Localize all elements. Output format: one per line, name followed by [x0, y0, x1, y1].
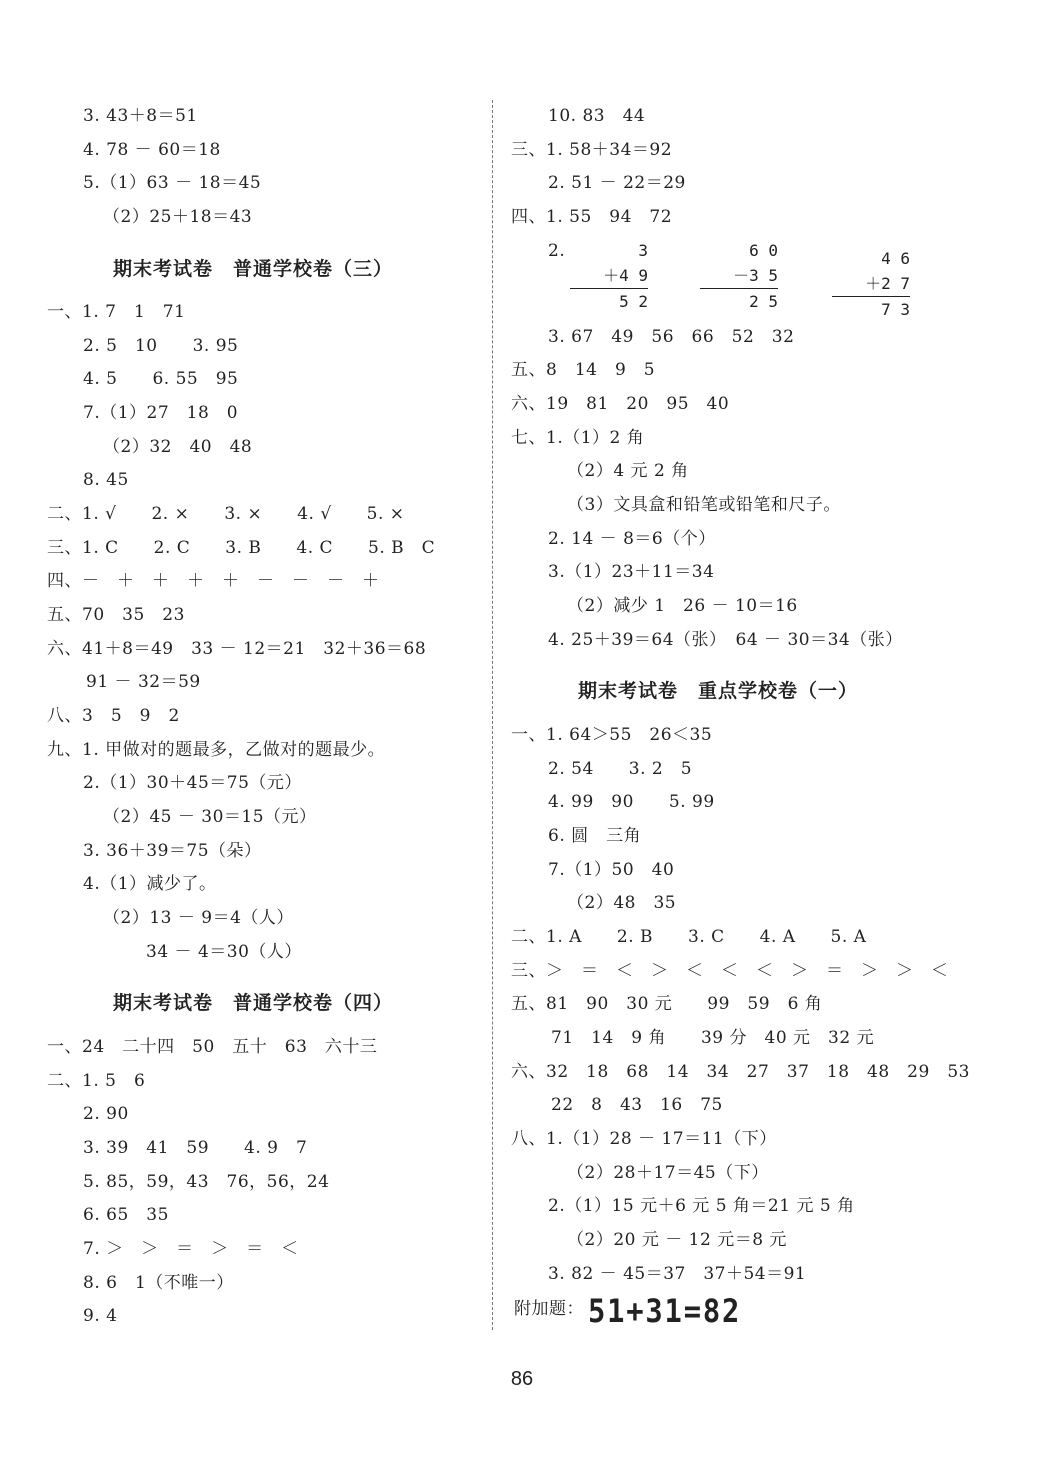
answer-line: 3. 39 41 59 4. 9 7 — [83, 1138, 308, 1158]
vertical-calculation — [570, 238, 648, 314]
answer-line: 4. 99 90 5. 99 — [548, 792, 715, 812]
answer-line: 二、1. 5 6 — [47, 1071, 146, 1091]
vertical-calc-top: 6 0 — [749, 241, 778, 260]
answer-line: 三、1. C 2. C 3. B 4. C 5. B C — [47, 538, 436, 558]
answer-line: （2）减少 1 26 － 10＝16 — [567, 596, 798, 616]
answer-line: 2. — [548, 241, 566, 261]
bonus-digital-equation: 51+31=82 — [588, 1292, 742, 1330]
answer-line: 2.（1）30＋45＝75（元） — [83, 773, 302, 793]
answer-line: 4. 78 － 60＝18 — [83, 140, 221, 160]
vertical-calculation — [700, 238, 778, 314]
answer-line: 4. 25＋39＝64（张） 64 － 30＝34（张） — [548, 630, 903, 650]
answer-line: 五、70 35 23 — [47, 605, 185, 625]
answer-line: （2）45 － 30＝15（元） — [103, 807, 317, 827]
vertical-calc-result: 5 2 — [619, 292, 648, 311]
vertical-calc-top: 4 6 — [881, 249, 910, 268]
answer-line: 3.（1）23＋11＝34 — [548, 562, 715, 582]
page-number: 86 — [510, 1368, 534, 1390]
answer-line: 7.（1）50 40 — [548, 860, 675, 880]
answer-line: 二、1. A 2. B 3. C 4. A 5. A — [511, 927, 867, 947]
answer-line: 六、41＋8＝49 33 － 12＝21 32＋36＝68 — [47, 639, 427, 659]
answer-line: 91 － 32＝59 — [86, 672, 201, 692]
answer-line: 六、19 81 20 95 40 — [511, 394, 730, 414]
answer-line: 一、24 二十四 50 五十 63 六十三 — [47, 1037, 378, 1057]
answer-line: 四、1. 55 94 72 — [511, 207, 673, 227]
answer-line: 6. 圆 三角 — [548, 826, 642, 846]
answer-line: 22 8 43 16 75 — [551, 1095, 723, 1115]
column-divider — [492, 100, 493, 1330]
answer-line: 34 － 4＝30（人） — [146, 942, 302, 962]
answer-line: 2. 90 — [83, 1104, 129, 1124]
answer-line: 8. 45 — [83, 470, 129, 490]
answer-line: 九、1. 甲做对的题最多，乙做对的题最少。 — [47, 740, 386, 760]
answer-line: 六、32 18 68 14 34 27 37 18 48 29 53 — [511, 1062, 970, 1082]
vertical-calculation — [832, 246, 910, 322]
answer-line: 4.（1）减少了。 — [83, 874, 217, 894]
answer-line: 一、1. 64＞55 26＜35 — [511, 725, 713, 745]
answer-line: 10. 83 44 — [548, 106, 646, 126]
answer-line: 5.（1）63 － 18＝45 — [83, 173, 262, 193]
answer-line: 3. 67 49 56 66 52 32 — [548, 327, 795, 347]
answer-line: （2）32 40 48 — [103, 437, 253, 457]
answer-line: 6. 65 35 — [83, 1205, 169, 1225]
vertical-calc-result: 7 3 — [881, 300, 910, 319]
section-title: 期末考试卷 重点学校卷（一） — [578, 680, 859, 702]
answer-line: 八、1.（1）28 － 17＝11（下） — [511, 1129, 777, 1149]
answer-line: 八、3 5 9 2 — [47, 706, 180, 726]
answer-line: （2）4 元 2 角 — [567, 461, 689, 481]
answer-line: 71 14 9 角 39 分 40 元 32 元 — [551, 1028, 875, 1048]
answer-line: （2）48 35 — [567, 893, 677, 913]
answer-line: 三、1. 58＋34＝92 — [511, 140, 673, 160]
answer-line: 2. 54 3. 2 5 — [548, 759, 693, 779]
section-title: 期末考试卷 普通学校卷（四） — [113, 992, 394, 1014]
answer-line: 7. ＞ ＞ ＝ ＞ ＝ ＜ — [83, 1239, 299, 1259]
answer-line: 8. 6 1（不唯一） — [83, 1273, 234, 1293]
answer-line: 2. 5 10 3. 95 — [83, 336, 239, 356]
vertical-calc-result: 2 5 — [749, 292, 778, 311]
vertical-calc-top: 3 — [638, 241, 648, 260]
answer-line: 3. 43＋8＝51 — [83, 106, 198, 126]
answer-line: 一、1. 7 1 71 — [47, 302, 186, 322]
answer-line: （2）13 － 9＝4（人） — [103, 908, 294, 928]
answer-line: 2. 14 － 8＝6（个） — [548, 529, 716, 549]
answer-line: 附加题： — [514, 1299, 584, 1319]
answer-line: 三、＞ ＝ ＜ ＞ ＜ ＜ ＜ ＞ ＝ ＞ ＞ ＜ — [511, 961, 949, 981]
answer-line: 七、1.（1）2 角 — [511, 428, 645, 448]
answer-line: 五、8 14 9 5 — [511, 360, 656, 380]
vertical-calc-operand: ＋4 9 — [603, 266, 648, 285]
answer-line: 3. 82 － 45＝37 37＋54＝91 — [548, 1264, 807, 1284]
section-title: 期末考试卷 普通学校卷（三） — [113, 258, 394, 280]
answer-line: 7.（1）27 18 0 — [83, 403, 239, 423]
answer-line: （2）25＋18＝43 — [103, 207, 253, 227]
answer-line: 3. 36＋39＝75（朵） — [83, 841, 262, 861]
answer-line: 二、1. √ 2. × 3. × 4. √ 5. × — [47, 504, 405, 524]
answer-line: （2）28＋17＝45（下） — [567, 1163, 769, 1183]
answer-line: 4. 5 6. 55 95 — [83, 369, 239, 389]
answer-line: 2.（1）15 元＋6 元 5 角＝21 元 5 角 — [548, 1196, 855, 1216]
answer-line: 四、－ ＋ ＋ ＋ ＋ － － － ＋ — [47, 571, 380, 591]
answer-line: 2. 51 － 22＝29 — [548, 173, 686, 193]
answer-line: 五、81 90 30 元 99 59 6 角 — [511, 994, 823, 1014]
answer-line: 9. 4 — [83, 1306, 118, 1326]
vertical-calc-operand: －3 5 — [733, 266, 778, 285]
answer-line: （2）20 元 － 12 元＝8 元 — [567, 1230, 787, 1250]
answer-line: （3）文具盒和铅笔或铅笔和尺子。 — [567, 495, 841, 515]
answer-line: 5. 85，59，43 76，56，24 — [83, 1172, 330, 1192]
vertical-calc-operand: ＋2 7 — [865, 274, 910, 293]
